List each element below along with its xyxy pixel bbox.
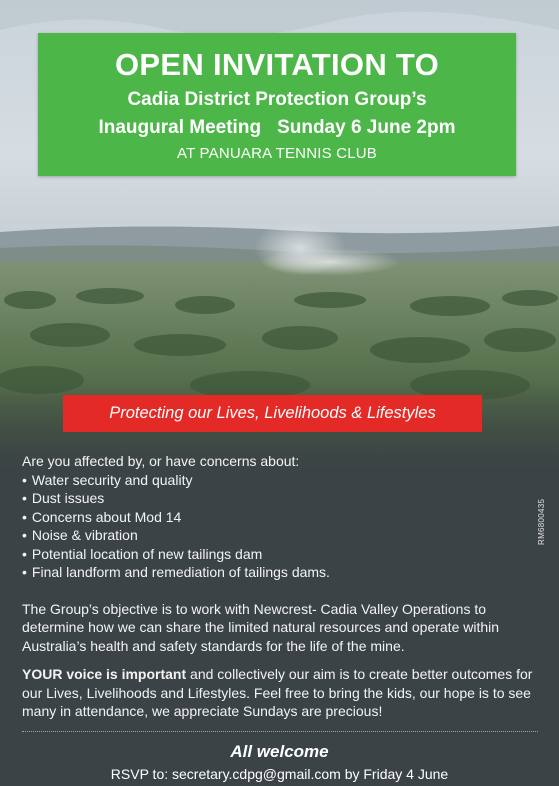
- invitation-banner: [38, 33, 516, 176]
- body-content: [22, 452, 537, 721]
- list-item: • Concerns about Mod 14: [22, 508, 537, 527]
- banner-meeting-line: [38, 115, 516, 140]
- voice-paragraph: [22, 665, 537, 721]
- banner-title: OPEN INVITATION TO: [114, 47, 440, 82]
- voice-text: and collectively our aim is to create better outcomes for our Lives, Livelihoods and Lifestyles. Feel free to bring the kids, our hope is to see many in attendance, we appreciate Sundays are precious!: [22, 666, 533, 719]
- banner-venue: AT PANUARA TENNIS CLUB: [176, 145, 377, 162]
- list-item: • Potential location of new tailings dam: [22, 545, 537, 564]
- list-item: • Dust issues: [22, 489, 537, 508]
- dotted-divider: [22, 731, 538, 732]
- concerns-intro: Are you affected by, or have concerns about:: [22, 453, 300, 469]
- all-welcome-heading: All welcome: [230, 742, 329, 761]
- voice-emphasis: YOUR voice is important: [22, 666, 187, 682]
- tagline-banner: Protecting our Lives, Livelihoods & Lifestyles: [63, 395, 482, 432]
- rsvp-line: RSVP to: secretary.cdpg@gmail.com by Friday 4 June: [110, 766, 449, 782]
- banner-meeting-date: Sunday 6 June 2pm: [277, 117, 456, 138]
- banner-meeting-name: Inaugural Meeting: [98, 117, 262, 138]
- banner-group-name: Cadia District Protection Group’s: [127, 89, 427, 110]
- objective-paragraph: The Group’s objective is to work with Newcrest- Cadia Valley Operations to determine how we can share the limited natural resources and operate within Australia’s health and safety standards for the life of the mine.: [22, 600, 500, 654]
- concerns-list: [22, 471, 537, 582]
- reference-code: RM6800435: [537, 498, 546, 545]
- list-item: • Final landform and remediation of tailings dams.: [22, 563, 537, 582]
- list-item: • Noise & vibration: [22, 526, 537, 545]
- list-item: • Water security and quality: [22, 471, 537, 490]
